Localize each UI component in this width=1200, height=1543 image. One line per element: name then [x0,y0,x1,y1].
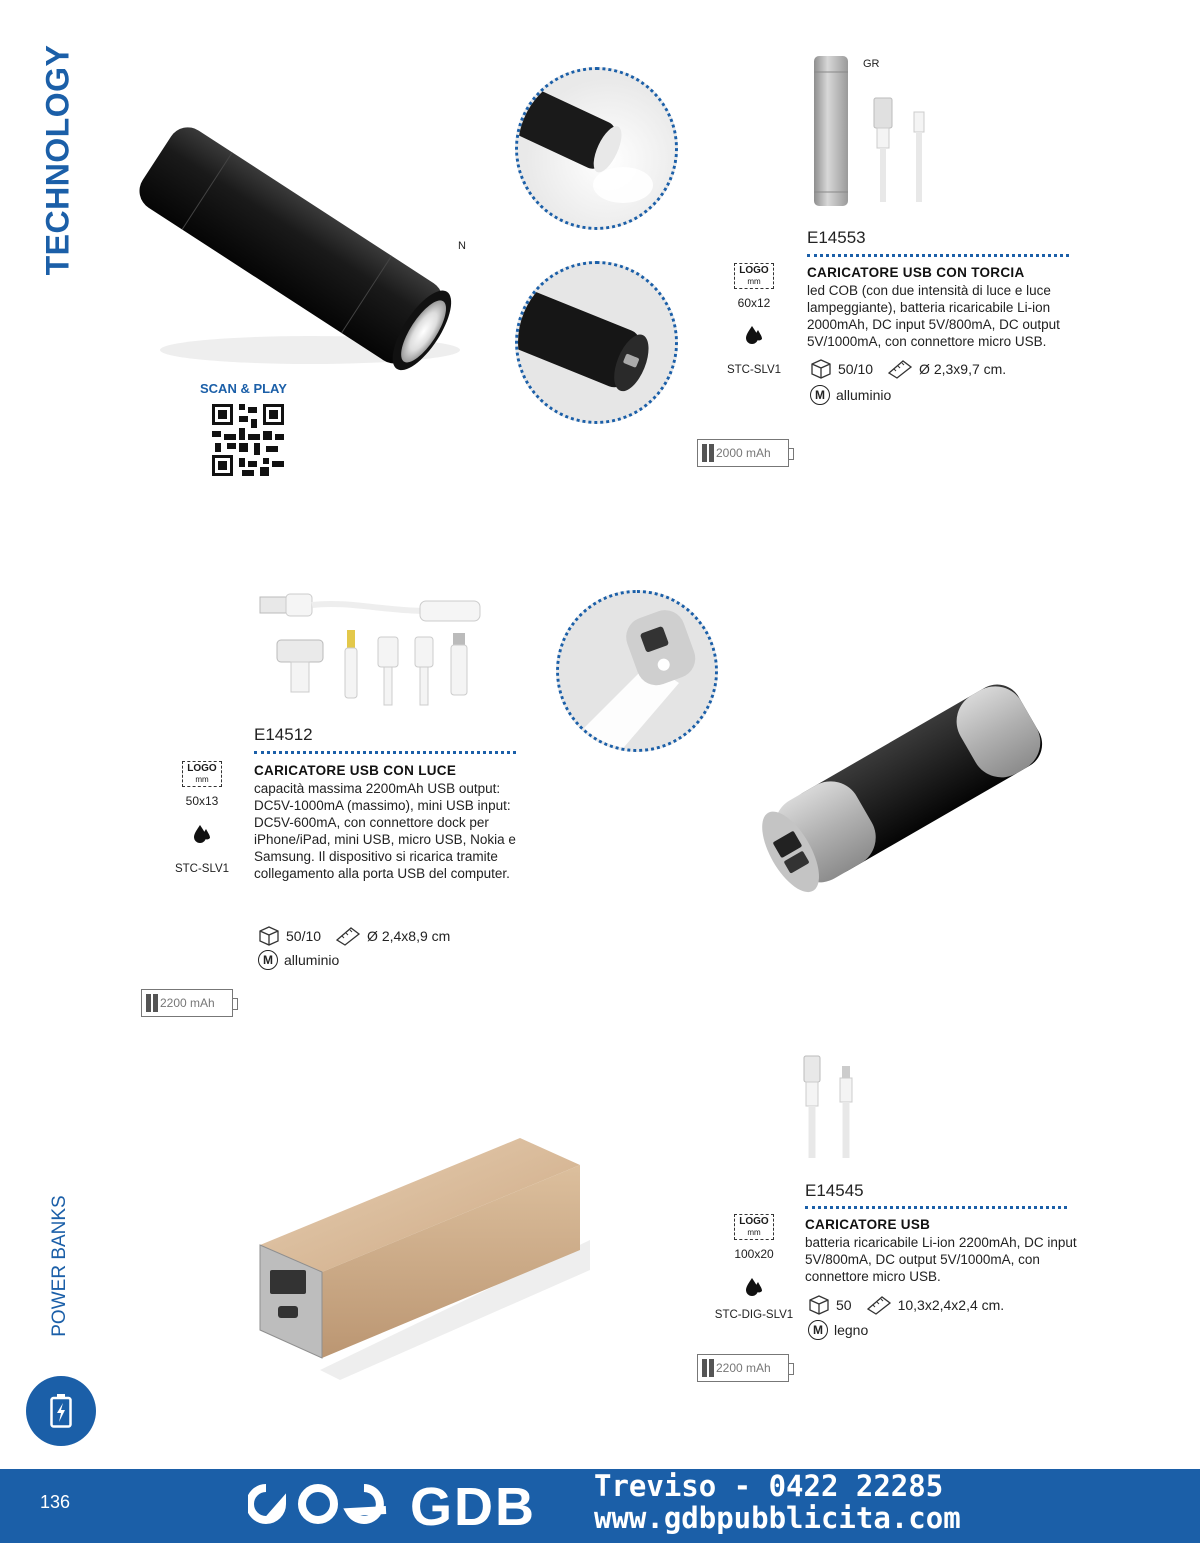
material-value: alluminio [284,952,340,968]
box-icon [808,1294,830,1316]
pack-qty: 50/10 [838,361,874,377]
product-title: CARICATORE USB CON LUCE [254,763,457,778]
wood-powerbank-image [250,1130,590,1380]
material-icon: M [808,1320,828,1340]
brand-name: GDB [410,1477,536,1537]
product-title: CARICATORE USB [805,1217,931,1232]
section-title: TECHNOLOGY [39,44,76,276]
logo-box: LOGO mm [182,761,222,787]
dimensions: Ø 2,3x9,7 cm. [919,361,1007,377]
logo-size: 50x13 [185,794,219,808]
product-title: CARICATORE USB CON TORCIA [807,265,1025,280]
logo-box: LOGO mm [734,1214,774,1240]
material-icon: M [258,950,278,970]
print-method: STC-SLV1 [726,364,782,376]
product-specs [810,358,1006,380]
dimensions: Ø 2,4x8,9 cm [367,928,451,944]
page-number: 136 [40,1492,71,1512]
ruler-icon [887,359,913,379]
adapters-image [255,585,505,715]
product-specs [258,925,450,947]
color-label-gr: GR [863,58,880,70]
product-code: E14545 [805,1181,864,1200]
drop-icon [192,823,212,845]
box-icon [258,925,280,947]
product-code: E14553 [807,228,866,247]
logo-box: LOGO mm [734,263,774,289]
scan-label: SCAN & PLAY [200,381,287,396]
product-description: led COB (con due intensità di luce e luce lampeggiante), batteria ricaricabile Li-ion 2000mAh, DC input 5V/800mA, DC output 5V/1000mA, con connettore micro USB. [807,283,1060,349]
material-value: legno [834,1322,869,1338]
pack-qty: 50 [836,1297,852,1313]
footer-contact [594,1470,961,1534]
detail-image-torch-light [515,67,678,230]
material-value: alluminio [836,387,892,403]
detail-image-torch-port [515,261,678,424]
material [258,950,339,970]
pack-qty: 50/10 [286,928,322,944]
material [808,1320,868,1340]
black-silver-powerbank-image [745,660,1065,900]
battery-capacity: 2000 mAh [697,439,789,467]
product-code: E14512 [254,725,313,744]
material-icon: M [810,385,830,405]
dimensions: 10,3x2,4x2,4 cm. [897,1297,1005,1313]
material [810,385,891,405]
detail-image-light [556,590,718,752]
website[interactable]: www.gdbpubblicita.com [594,1501,961,1535]
divider [805,1206,1067,1209]
print-method: STC-DIG-SLV1 [714,1309,794,1321]
logo-size: 60x12 [737,296,771,310]
battery-capacity: 2200 mAh [141,989,233,1017]
battery-icon [26,1376,96,1446]
product-description: batteria ricaricabile Li-ion 2200mAh, DC input 5V/800mA, DC output 5V/1000mA, con connettore micro USB. [805,1235,1077,1284]
drop-icon [744,324,764,346]
box-icon [810,358,832,380]
print-method: STC-SLV1 [174,863,230,875]
gdb-logo-icon [248,1480,398,1530]
product-specs [808,1294,1004,1316]
category-label: POWER BANKS [49,1195,70,1337]
qr-code-icon [212,404,284,476]
drop-icon [744,1276,764,1298]
color-label-n: N [458,240,466,252]
black-torch-image [110,120,490,380]
cable-image [800,1052,860,1162]
battery-capacity: 2200 mAh [697,1354,789,1382]
logo-size: 100x20 [734,1247,774,1261]
phone: Treviso - 0422 22285 [594,1469,944,1503]
divider [254,751,516,754]
ruler-icon [335,926,361,946]
divider [807,254,1069,257]
ruler-icon [866,1295,892,1315]
product-description: capacità massima 2200mAh USB output: DC5V-1000mA (massimo), mini USB input: DC5V-600mA, con connettore dock per iPhone/iPad, mini USB, micro USB, Nokia e Samsung. Il dispositivo si ricarica tramite collegamento alla porta USB del computer. [254,781,516,881]
silver-torch-image [810,52,940,212]
